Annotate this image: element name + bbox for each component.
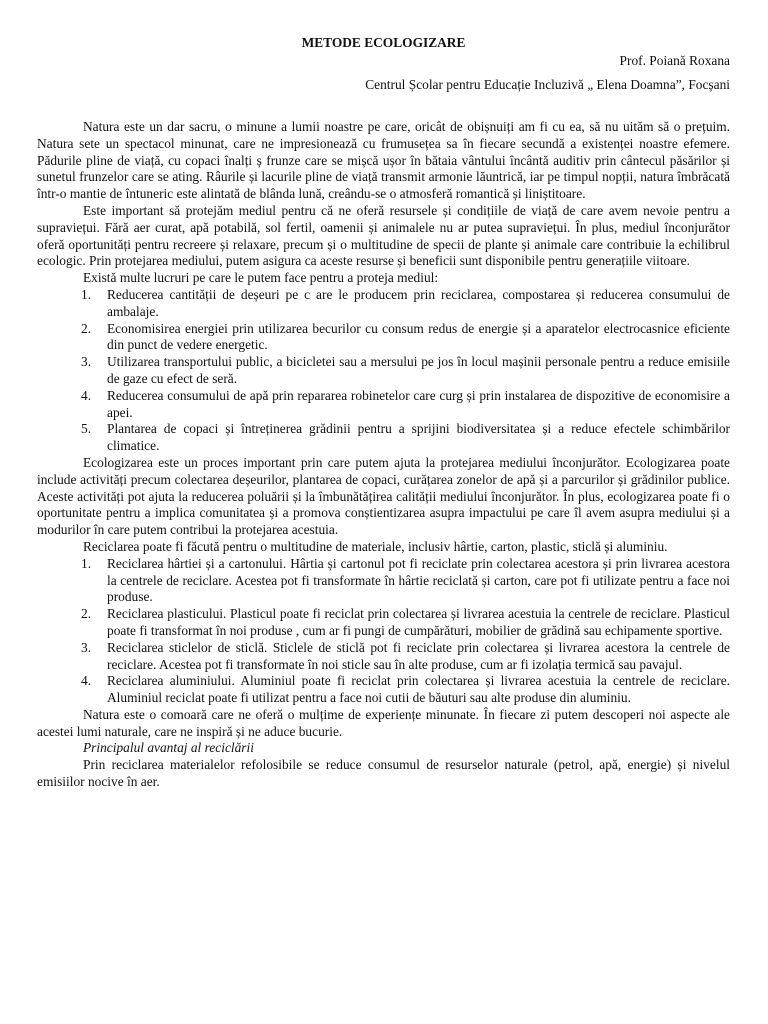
list-item — [81, 286, 730, 321]
list-item-text: Plantarea de copaci și întreținerea grădinii pentru a sprijini biodiversitatea și a reduce efectele schimbărilor climatice. — [107, 421, 730, 454]
author-line: Prof. Poiană Roxana — [619, 53, 730, 68]
section-heading-advantage: Principalul avantaj al reciclării — [83, 740, 254, 756]
list-item-text: Reducerea cantității de deșeuri pe c are le producem prin reciclarea, compostarea și reducerea consumului de ambalaje. — [107, 286, 730, 319]
list-item — [81, 639, 730, 674]
paragraph-ecologizare: Ecologizarea este un proces important prin care putem ajuta la protejarea mediului înconjurător. Ecologizarea poate include activități precum colectarea deșeurilor, plantarea de copaci, curățarea zonelor de apă și a parcurilor și grădinilor publice. Aceste activități pot ajuta la reducerea poluării și la îmbunătățirea calității mediului înconjurător. În plus, ecologizarea poate fi o oportunitate pentru a implica comunitatea și a promova conștientizarea asupra impactului pe care îl avem asupra mediului și a modurilor în care putem contribui la protejarea acestuia. — [37, 454, 730, 538]
list-item-text: Reciclarea plasticului. Plasticul poate fi reciclat prin colectarea și livrarea acestuia la centrele de reciclare. Plasticul poate fi transformat în noi produse , cum ar fi pungi de cumpărături, mobilier de grădină sau echipamente sportive. — [107, 606, 730, 638]
paragraph-nature-treasure: Natura este o comoară care ne oferă o mulțime de experiențe minunate. În fiecare zi putem descoperi noi aspecte ale acestei lumi naturale, care ne inspiră și ne aduce bucurie. — [37, 706, 730, 739]
list-item — [81, 555, 730, 606]
list-item — [81, 387, 730, 422]
list-item — [81, 606, 730, 640]
list-item-text: Reducerea consumului de apă prin repararea robinetelor care curg și prin instalarea de dispozitive de economisire a apei. — [107, 387, 730, 420]
list-item-number: 2. — [81, 606, 92, 622]
list-item-number: 1. — [81, 286, 92, 302]
list-item — [81, 354, 730, 388]
recycling-list — [37, 556, 730, 707]
school-line: Centrul Școlar pentru Educație Incluzivă „ Elena Doamna”, Focșani — [365, 77, 730, 92]
paragraph-recycling-intro: Reciclarea poate fi făcută pentru o multitudine de materiale, inclusiv hârtie, carton, plastic, sticlă și aluminiu. — [83, 538, 668, 554]
list-item-number: 5. — [81, 421, 92, 437]
list-item-text: Reciclarea hârtiei și a cartonului. Hârtia și cartonul pot fi reciclate prin colectarea acestora și prin livrarea acestora la centrele de reciclare. Acestea pot fi transformate în hârtie reciclată și carton, care pot fi utilizate pentru a face noi produse. — [107, 555, 730, 605]
list-item — [81, 421, 730, 455]
list-item-number: 4. — [81, 673, 92, 689]
list-item-number: 4. — [81, 387, 92, 403]
paragraph-advantage: Prin reciclarea materialelor refolosibile se reduce consumul de resurselor naturale (petrol, apă, energie) și nivelul emisiilor nocive în aer. — [37, 757, 730, 790]
paragraph-importance: Este important să protejăm mediul pentru că ne oferă resursele și condițiile de viață de care avem nevoie pentru a supraviețui. Fără aer curat, apă potabilă, sol fertil, oamenii și animalele nu ar putea supraviețui. În plus, mediul înconjurător oferă oportunități pentru recreere și relaxare, precum și o multitudine de specii de plante și animale care contribuie la echilibrul ecologic. Prin protejarea mediului, putem asigura ca aceste resurse și beneficii sunt disponibile pentru generațiile viitoare. — [37, 202, 730, 269]
list-item — [81, 320, 730, 355]
list-item-text: Utilizarea transportului public, a bicicletei sau a mersului pe jos în locul mașinii personale pentru a reduce emisiile de gaze cu efect de seră. — [107, 354, 730, 386]
list-item — [81, 673, 730, 707]
list-item-number: 1. — [81, 555, 92, 571]
document-body — [37, 119, 730, 791]
list-item-text: Reciclarea sticlelor de sticlă. Sticlele de sticlă pot fi reciclate prin colectarea și livrarea acestora la centrele de reciclare. Acestea pot fi transformate în noi sticle sau în alte produse, cum ar fi izolația termică sau pavajul. — [107, 639, 730, 672]
protection-list — [37, 287, 730, 455]
document-title: METODE ECOLOGIZARE — [301, 35, 466, 50]
list-item-number: 3. — [81, 354, 92, 370]
list-item-text: Economisirea energiei prin utilizarea becurilor cu consum redus de energie și a aparatelor electrocasnice eficiente din punct de vedere energetic. — [107, 320, 730, 353]
list-item-text: Reciclarea aluminiului. Aluminiul poate fi reciclat prin colectarea și livrarea acestuia la centrele de reciclare. Aluminiul reciclat poate fi utilizat pentru a face noi cutii de băuturi sau alte produse din aluminiu. — [107, 673, 730, 706]
list-item-number: 2. — [81, 320, 92, 336]
list-item-number: 3. — [81, 639, 92, 655]
paragraph-intro: Natura este un dar sacru, o minune a lumii noastre pe care, oricât de obișnuiți am fi cu ea, să nu uităm să o prețuim. Natura sete un spectacol minunat, care ne impresionează cu frumusețea sa în fiecare secundă a existenței noastre efemere. Pădurile pline de viață, cu copaci înalți ș frunze care se mișcă ușor în bătaia vântului încântă auditiv prin cântecul păsărilor și sunetul frunzelor care se ating. Râurile și lacurile pline de viață transmit armonie lăuntrică, iar pe timpul nopții, natura îmbrăcată într-o mantie de întuneric este alintată de blânda lună, creându-se o atmosferă romantică și liniștitoare. — [37, 119, 730, 202]
paragraph-list-intro: Există multe lucruri pe care le putem face pentru a proteja mediul: — [83, 270, 439, 286]
